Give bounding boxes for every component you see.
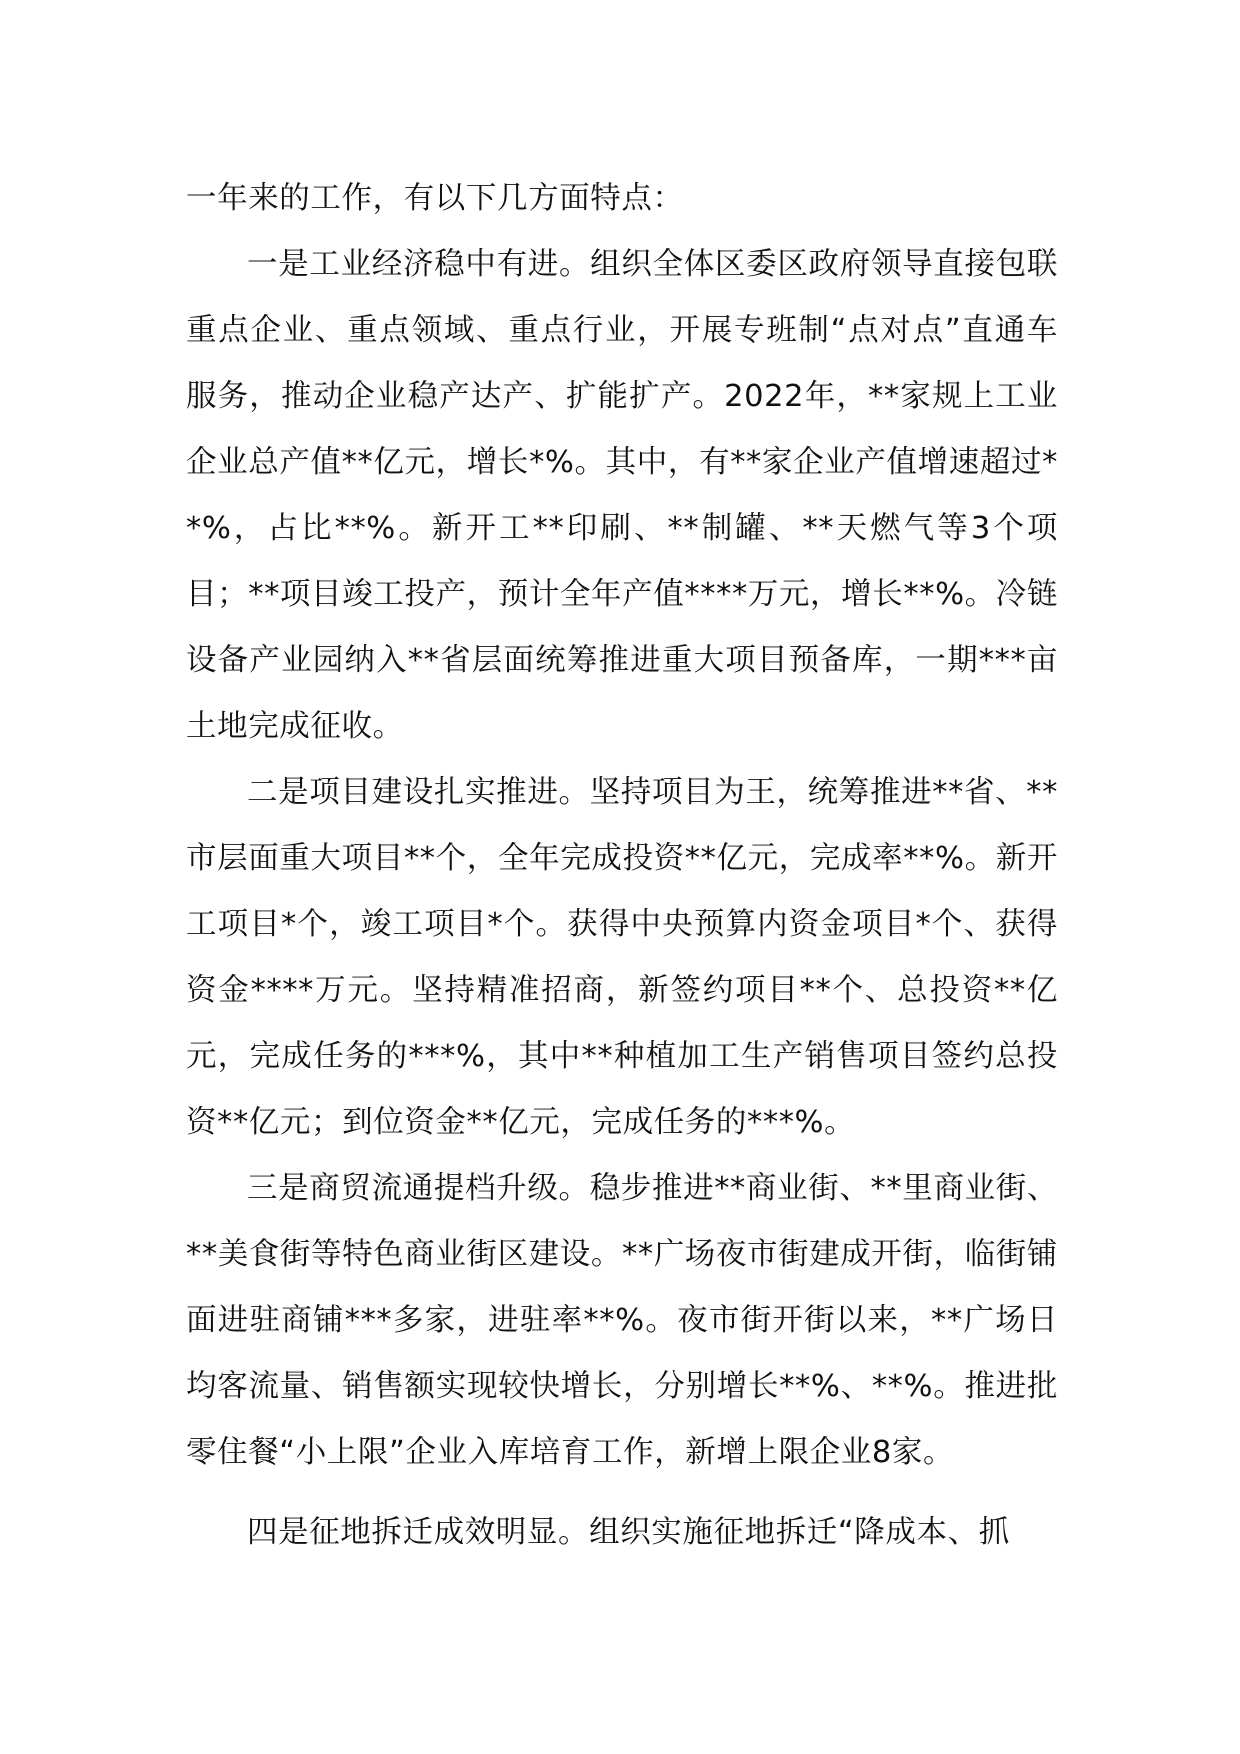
document-body [186, 166, 1058, 1566]
intro-paragraph: 一年来的工作，有以下几方面特点： [186, 181, 684, 216]
commerce-paragraph: 三是商贸流通提档升级。稳步推进**商业街、**里商业街、**美食街等特色商业街区建设。**广场夜市街建成开街，临街铺面进驻商铺***多家，进驻率**%。夜市街开街以来，**广场日均客流量、销售额实现较快增长，分别增长**%、**%。推进批零住餐“小上限”企业入库培育工作，新增上限企业8家。 [186, 1171, 1058, 1470]
projects-paragraph: 二是项目建设扎实推进。坚持项目为王，统筹推进**省、**市层面重大项目**个，全年完成投资**亿元，完成率**%。新开工项目*个，竣工项目*个。获得中央预算内资金项目*个、获得资金****万元。坚持精准招商，新签约项目**个、总投资**亿元，完成任务的***%，其中**种植加工生产销售项目签约总投资**亿元；到位资金**亿元，完成任务的***%。 [186, 775, 1058, 1140]
land-paragraph: 四是征地拆迁成效明显。组织实施征地拆迁“降成本、抓 [247, 1515, 1010, 1550]
industry-paragraph: 一是工业经济稳中有进。组织全体区委区政府领导直接包联重点企业、重点领域、重点行业，开展专班制“点对点”直通车服务，推动企业稳产达产、扩能扩产。2022年，**家规上工业企业总产值**亿元，增长*%。其中，有**家企业产值增速超过**%，占比**%。新开工**印刷、**制罐、**天燃气等3个项目；**项目竣工投产，预计全年产值****万元，增长**%。冷链设备产业园纳入**省层面统筹推进重大项目预备库，一期***亩土地完成征收。 [186, 247, 1058, 744]
